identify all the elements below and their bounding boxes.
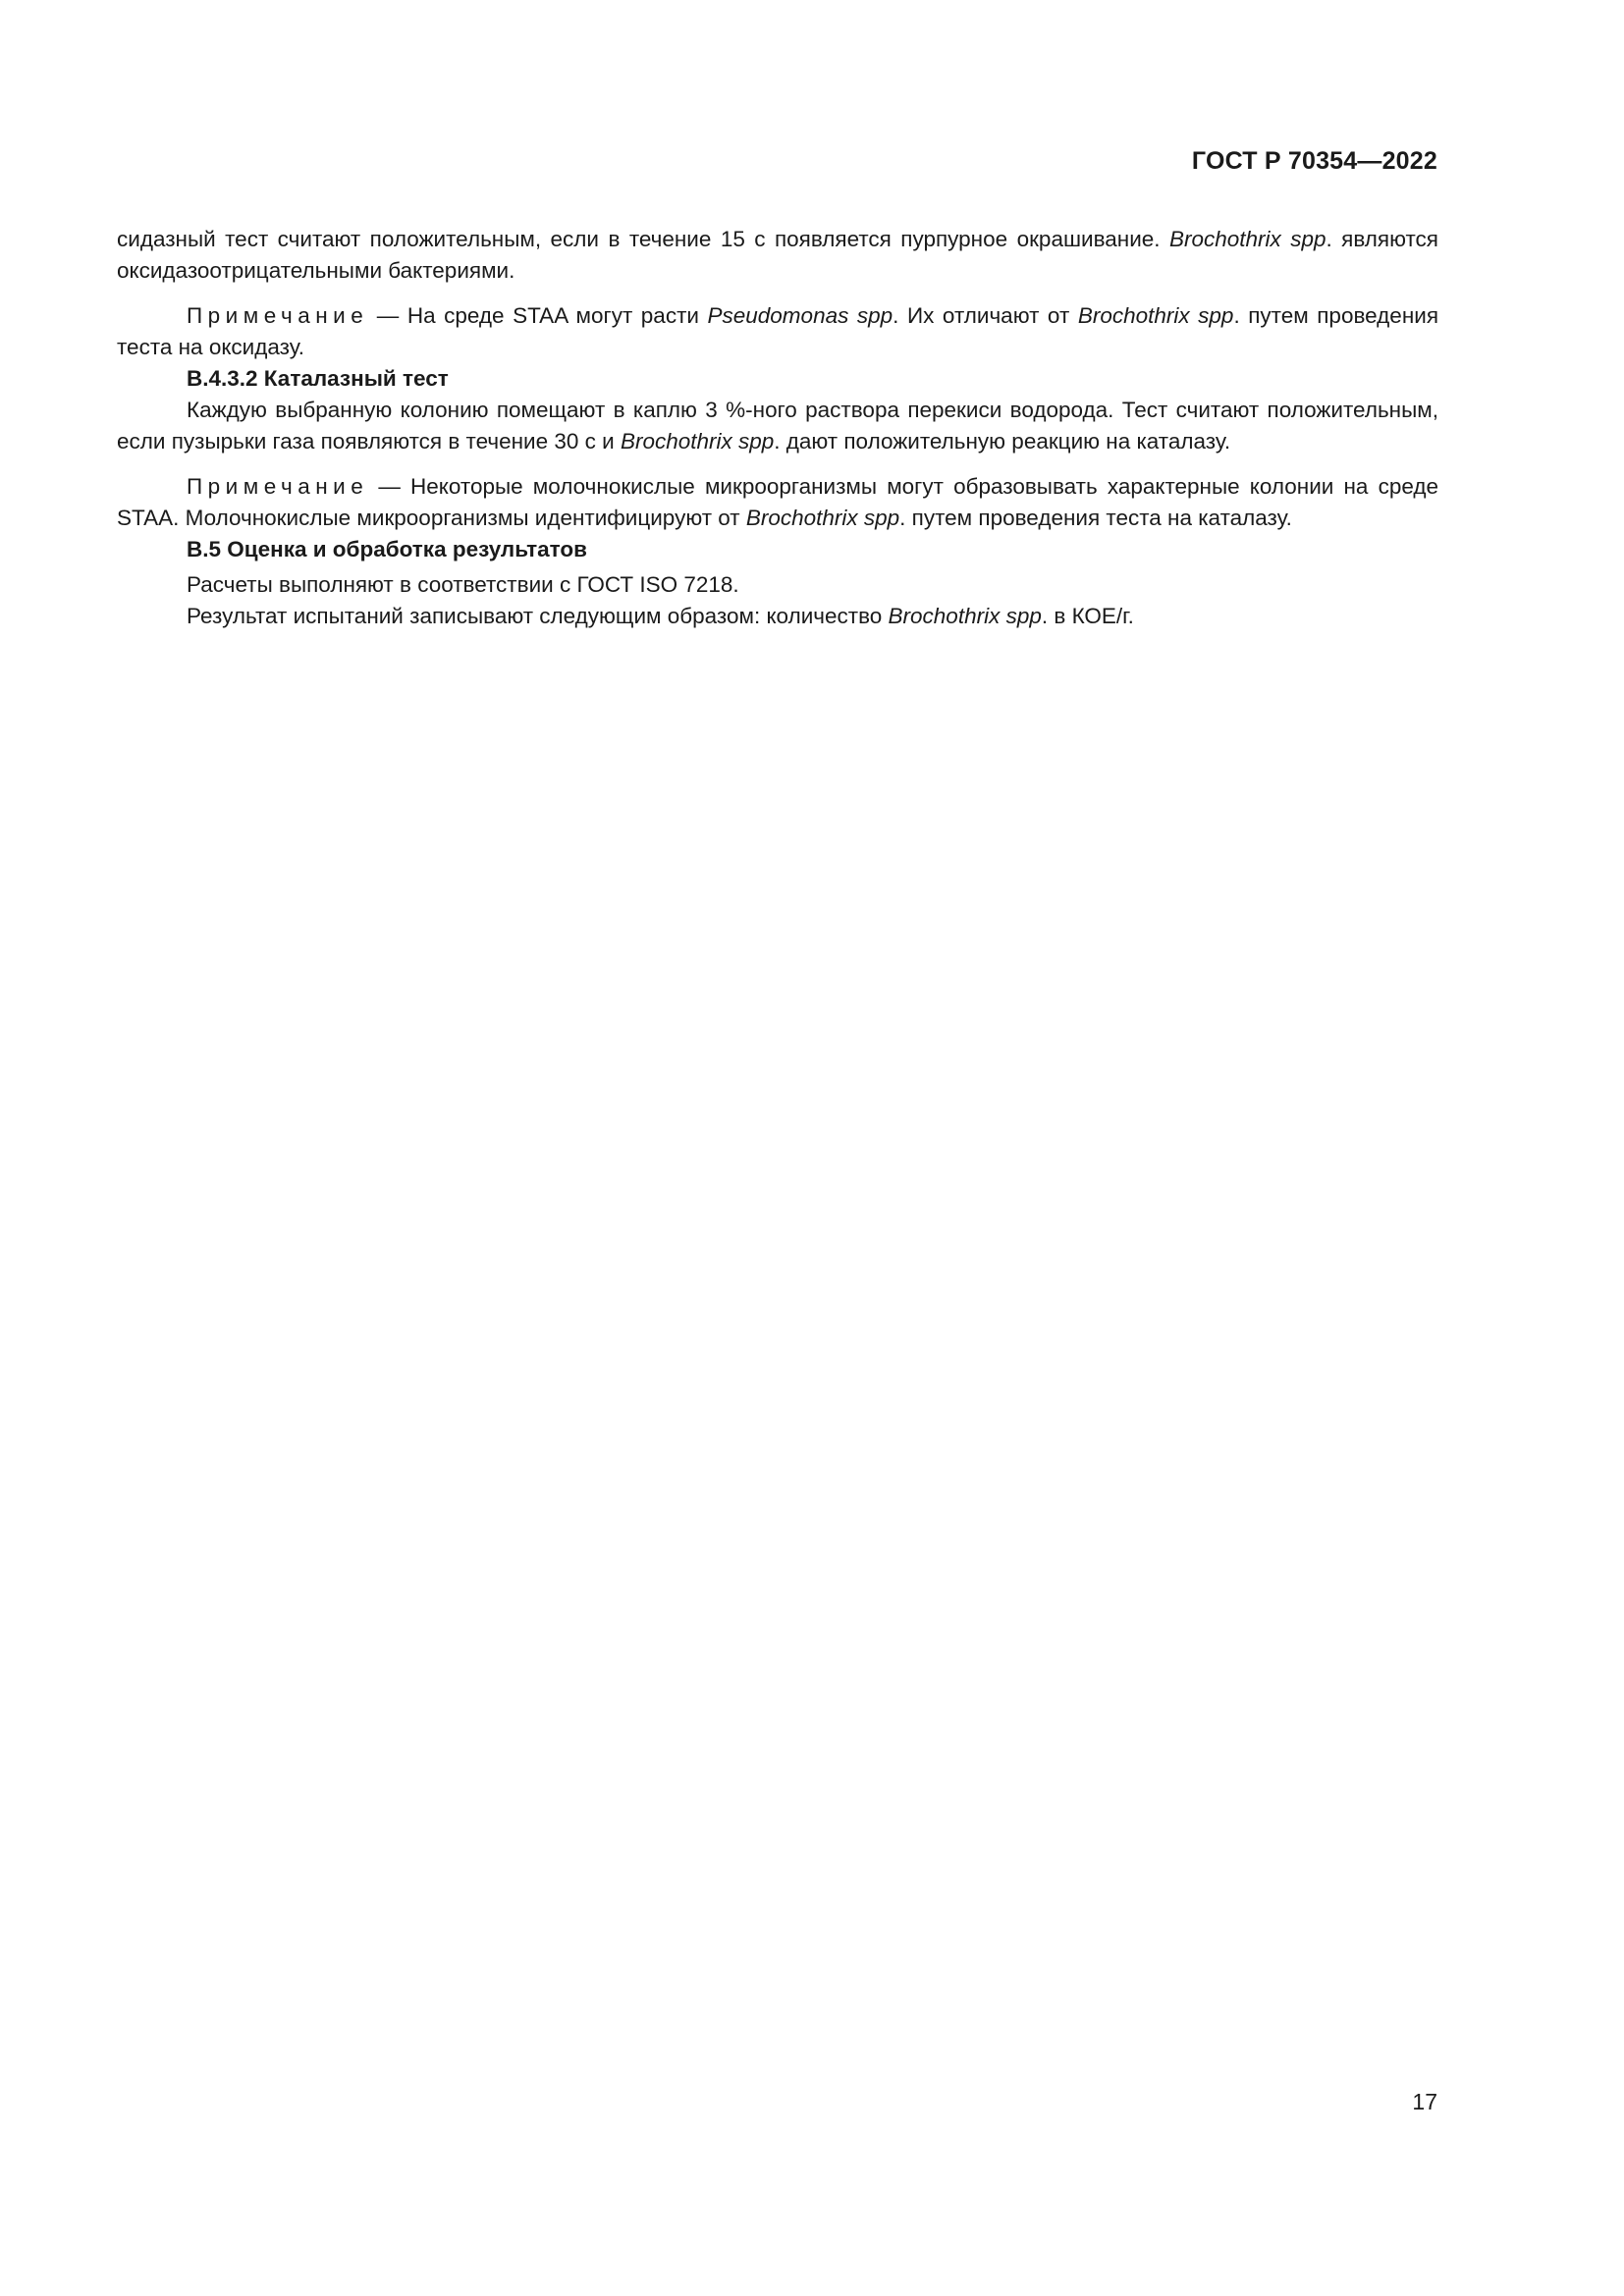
text-run: . являются оксидазоотрицательными бактериями.: [117, 227, 1438, 283]
note-dash: —: [368, 474, 411, 499]
paragraph-result-format: [117, 601, 1438, 632]
note-dash: —: [368, 303, 407, 328]
document-header-id: ГОСТ Р 70354—2022: [1191, 147, 1437, 175]
text-run: . Их отличают от: [893, 303, 1078, 328]
text-run: . дают положительную реакцию на каталазу.: [774, 429, 1231, 454]
note-pseudomonas: [117, 300, 1438, 363]
paragraph-catalase: [117, 395, 1438, 457]
italic-species: Brochothrix spp: [1168, 227, 1326, 251]
text-run: . путем проведения теста на оксидазу.: [117, 303, 1438, 359]
text-run: . в КОЕ/г.: [1041, 604, 1134, 628]
section-heading-results: В.5 Оценка и обработка результатов: [187, 537, 587, 561]
note-label: Примечание: [187, 303, 369, 328]
document-body: [117, 224, 1438, 632]
note-lactic-acid: [117, 471, 1438, 534]
section-heading-catalase: В.4.3.2 Каталазный тест: [187, 366, 449, 391]
italic-species: Brochothrix spp: [888, 604, 1042, 628]
text-run: сидазный тест считают положительным, если в течение 15 с появляется пурпурное окрашивание.: [117, 227, 1169, 251]
text-run: На среде STAA могут расти: [406, 303, 708, 328]
italic-species: Brochothrix spp: [620, 429, 775, 454]
text-run: Некоторые молочнокислые микроорганизмы могут образовывать характерные колонии на среде STAA. Молочнокислые микроорганизмы идентифицируют от: [117, 474, 1438, 530]
paragraph-oxidase-continuation: [117, 224, 1438, 287]
page-number: 17: [1412, 2089, 1437, 2114]
note-label: Примечание: [187, 474, 369, 499]
text-run: Каждую выбранную колонию помещают в каплю 3 %-ного раствора перекиси водорода. Тест считают положительным, если пузырьки газа появляются в течение 30 с и: [117, 398, 1438, 454]
italic-species: Pseudomonas spp: [707, 303, 893, 328]
text-run: . путем проведения теста на каталазу.: [899, 506, 1292, 530]
italic-species: Brochothrix spp: [1077, 303, 1234, 328]
italic-species: Brochothrix spp: [745, 506, 900, 530]
paragraph-calculation: Расчеты выполняют в соответствии с ГОСТ ISO 7218.: [187, 572, 739, 597]
text-run: Результат испытаний записывают следующим образом: количество: [187, 604, 889, 628]
